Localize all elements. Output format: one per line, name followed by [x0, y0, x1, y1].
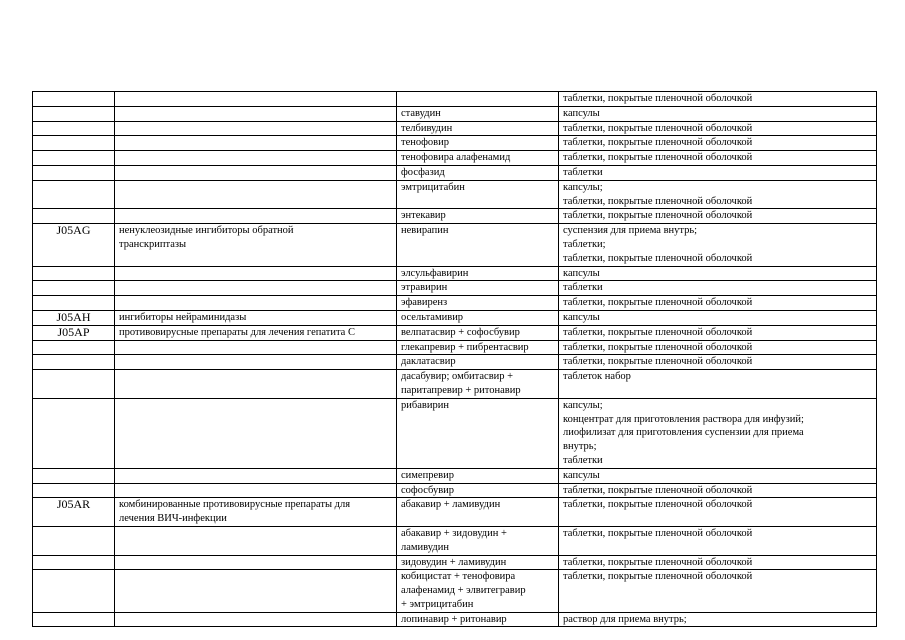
atc-code [37, 181, 110, 195]
drug-name-line: телбивудин [401, 122, 453, 134]
drug-name-line: даклатасвир [401, 356, 456, 368]
atc-group-cell [115, 555, 397, 570]
dosage-forms-cell [559, 340, 877, 355]
table-row [33, 136, 877, 151]
atc-code-cell [33, 310, 115, 325]
atc-group-cell [115, 180, 397, 209]
drug-name-line: глекапревир + пибрентасвир [401, 341, 529, 353]
atc-code-cell [33, 165, 115, 180]
table-row [33, 209, 877, 224]
drug-name-cell [397, 325, 559, 340]
atc-group-cell [115, 612, 397, 627]
atc-group-cell [115, 483, 397, 498]
drug-name-line: алафенамид + элвитегравир [401, 585, 526, 597]
drug-name-cell [397, 209, 559, 224]
atc-code-cell [33, 281, 115, 296]
dosage-forms-line: таблетки, покрытые пленочной оболочкой [563, 93, 753, 104]
dosage-forms-line: таблеток набор [563, 371, 631, 383]
atc-code [37, 209, 110, 223]
atc-code-cell [33, 266, 115, 281]
dosage-forms-cell [559, 498, 877, 527]
drug-name-cell [397, 370, 559, 399]
dosage-forms-line: таблетки, покрытые пленочной оболочкой [563, 499, 753, 511]
table-row [33, 555, 877, 570]
dosage-forms-line: таблетки [563, 282, 603, 294]
dosage-forms-line: таблетки, покрытые пленочной оболочкой [563, 356, 753, 368]
table-row [33, 526, 877, 555]
atc-code-cell [33, 209, 115, 224]
atc-group-cell [115, 224, 397, 266]
atc-code-cell [33, 296, 115, 311]
table-row [33, 612, 877, 627]
dosage-forms-cell [559, 370, 877, 399]
dosage-forms-line: таблетки, покрытые пленочной оболочкой [563, 341, 753, 353]
dosage-forms-cell [559, 106, 877, 121]
atc-group-cell [115, 398, 397, 468]
atc-code: J05AR [56, 497, 91, 512]
drug-name-cell [397, 165, 559, 180]
atc-code [37, 166, 110, 180]
dosage-forms-line: капсулы [563, 107, 600, 119]
dosage-forms-line: таблетки, покрытые пленочной оболочкой [563, 484, 753, 496]
dosage-forms-line: таблетки [563, 166, 603, 178]
dosage-forms-line: таблетки [563, 454, 603, 466]
drug-name-cell [397, 151, 559, 166]
drug-name-cell [397, 468, 559, 483]
atc-code-cell [33, 325, 115, 340]
drug-table [32, 91, 877, 627]
drug-name-cell [397, 498, 559, 527]
dosage-forms-line: таблетки, покрытые пленочной оболочкой [563, 252, 753, 264]
table-row [33, 310, 877, 325]
atc-code [37, 136, 110, 150]
drug-name-line: рибавирин [401, 399, 449, 411]
drug-name-line: дасабувир; омбитасвир + [401, 371, 514, 383]
drug-name-line: велпатасвир + софосбувир [401, 326, 520, 338]
atc-group-line: комбинированные противовирусные препараты для [119, 499, 351, 511]
drug-name-line: осельтамивир [401, 311, 464, 323]
dosage-forms-line: суспензия для приема внутрь; [563, 225, 698, 237]
drug-name-line: невирапин [401, 225, 449, 237]
atc-code-cell [33, 151, 115, 166]
atc-group-cell [115, 570, 397, 612]
dosage-forms-line: капсулы; [563, 399, 603, 411]
drug-name-cell [397, 526, 559, 555]
drug-name-line: абакавир + ламивудин [401, 499, 501, 511]
drug-name-line: эмтрицитабин [401, 181, 465, 193]
atc-group-cell [115, 165, 397, 180]
atc-group-cell [115, 498, 397, 527]
table-row [33, 281, 877, 296]
table-row [33, 106, 877, 121]
table-row [33, 483, 877, 498]
atc-code-cell [33, 555, 115, 570]
dosage-forms-line: таблетки, покрытые пленочной оболочкой [563, 137, 753, 149]
table-body [33, 92, 877, 627]
dosage-forms-line: таблетки, покрытые пленочной оболочкой [563, 527, 753, 539]
dosage-forms-cell [559, 92, 877, 107]
dosage-forms-line: капсулы [563, 311, 600, 323]
dosage-forms-cell [559, 555, 877, 570]
dosage-forms-cell [559, 570, 877, 612]
dosage-forms-line: таблетки, покрытые пленочной оболочкой [563, 122, 753, 134]
drug-name-line: эфавиренз [401, 297, 448, 309]
table-row [33, 180, 877, 209]
dosage-forms-cell [559, 526, 877, 555]
drug-name-line: элсульфавирин [401, 267, 469, 279]
drug-name-line: абакавир + зидовудин + [401, 527, 507, 539]
drug-name-cell [397, 340, 559, 355]
table-row [33, 398, 877, 468]
atc-group-cell [115, 355, 397, 370]
dosage-forms-line: таблетки, покрытые пленочной оболочкой [563, 556, 753, 568]
atc-code-cell [33, 224, 115, 266]
dosage-forms-line: лиофилизат для приготовления суспензии для приема [563, 427, 804, 439]
atc-code-cell [33, 370, 115, 399]
drug-name-cell [397, 612, 559, 627]
drug-name-line: лопинавир + ритонавир [401, 613, 507, 625]
dosage-forms-line: таблетки, покрытые пленочной оболочкой [563, 571, 753, 583]
atc-code [37, 355, 110, 369]
table-row [33, 165, 877, 180]
dosage-forms-cell [559, 136, 877, 151]
atc-group-line: лечения ВИЧ-инфекции [119, 513, 227, 525]
atc-group-cell [115, 266, 397, 281]
drug-name-line: зидовудин + ламивудин [401, 556, 507, 568]
drug-name-cell [397, 570, 559, 612]
atc-group-cell [115, 310, 397, 325]
atc-group-cell [115, 281, 397, 296]
drug-name-line: энтекавир [401, 210, 446, 222]
atc-code [37, 570, 110, 584]
dosage-forms-line: таблетки, покрытые пленочной оболочкой [563, 210, 753, 222]
atc-code-cell [33, 612, 115, 627]
dosage-forms-line: таблетки, покрытые пленочной оболочкой [563, 326, 753, 338]
dosage-forms-cell [559, 612, 877, 627]
drug-name-line: симепревир [401, 469, 454, 481]
table-row [33, 224, 877, 266]
drug-name-line: тенофовир [401, 137, 449, 149]
atc-code [37, 556, 110, 570]
atc-code-cell [33, 180, 115, 209]
atc-code-cell [33, 355, 115, 370]
drug-name-cell [397, 398, 559, 468]
atc-group-line: ненуклеозидные ингибиторы обратной [119, 225, 294, 237]
atc-code [37, 399, 110, 413]
table-row [33, 92, 877, 107]
drug-name-cell [397, 483, 559, 498]
drug-name-line: этравирин [401, 282, 448, 294]
atc-code [37, 296, 110, 310]
table-row [33, 266, 877, 281]
atc-code [37, 151, 110, 165]
dosage-forms-line: таблетки, покрытые пленочной оболочкой [563, 195, 753, 207]
dosage-forms-line: капсулы; [563, 181, 603, 193]
drug-name-line: софосбувир [401, 484, 455, 496]
atc-code [37, 341, 110, 355]
drug-name-line [401, 92, 554, 106]
atc-group-cell [115, 151, 397, 166]
drug-name-cell [397, 180, 559, 209]
drug-name-cell [397, 121, 559, 136]
atc-group-cell [115, 92, 397, 107]
dosage-forms-cell [559, 266, 877, 281]
drug-name-line: + эмтрицитабин [401, 598, 474, 610]
atc-code-cell [33, 136, 115, 151]
atc-group-cell [115, 296, 397, 311]
dosage-forms-cell [559, 483, 877, 498]
atc-group-cell [115, 121, 397, 136]
table-row [33, 498, 877, 527]
atc-group-line: транскриптазы [119, 238, 187, 250]
atc-code [37, 281, 110, 295]
dosage-forms-cell [559, 398, 877, 468]
drug-name-line: паритапревир + ритонавир [401, 384, 521, 396]
dosage-forms-cell [559, 165, 877, 180]
atc-group-cell [115, 106, 397, 121]
atc-group-cell [115, 468, 397, 483]
atc-code [37, 613, 110, 627]
atc-code-cell [33, 526, 115, 555]
atc-code [37, 527, 110, 541]
atc-group-cell [115, 340, 397, 355]
atc-code-cell [33, 483, 115, 498]
dosage-forms-cell [559, 355, 877, 370]
dosage-forms-cell [559, 121, 877, 136]
drug-name-cell [397, 310, 559, 325]
drug-name-cell [397, 136, 559, 151]
dosage-forms-cell [559, 310, 877, 325]
atc-code [37, 469, 110, 483]
atc-group-line: ингибиторы нейраминидазы [119, 311, 247, 323]
dosage-forms-cell [559, 468, 877, 483]
atc-group-cell [115, 526, 397, 555]
atc-code: J05AG [56, 223, 91, 238]
dosage-forms-cell [559, 224, 877, 266]
table-row [33, 151, 877, 166]
atc-code: J05AH [56, 310, 91, 324]
atc-code-cell [33, 340, 115, 355]
atc-code [37, 370, 110, 384]
atc-code-cell [33, 92, 115, 107]
atc-code-cell [33, 468, 115, 483]
atc-group-cell [115, 325, 397, 340]
drug-name-cell [397, 92, 559, 107]
drug-name-line: фосфазид [401, 166, 445, 178]
drug-name-cell [397, 266, 559, 281]
table-row [33, 468, 877, 483]
table-row [33, 325, 877, 340]
table-row [33, 121, 877, 136]
atc-code [37, 122, 110, 136]
table-row [33, 355, 877, 370]
atc-code [37, 107, 110, 121]
drug-name-line: ставудин [401, 107, 441, 119]
drug-name-cell [397, 106, 559, 121]
dosage-forms-line: внутрь; [563, 441, 597, 453]
drug-name-line: тенофовира алафенамид [401, 152, 511, 164]
atc-code [37, 267, 110, 281]
dosage-forms-cell [559, 325, 877, 340]
atc-code-cell [33, 398, 115, 468]
table-row [33, 296, 877, 311]
atc-group-cell [115, 136, 397, 151]
drug-name-cell [397, 355, 559, 370]
atc-code-cell [33, 570, 115, 612]
dosage-forms-line: капсулы [563, 267, 600, 279]
dosage-forms-cell [559, 281, 877, 296]
dosage-forms-line: таблетки; [563, 238, 606, 250]
dosage-forms-line: раствор для приема внутрь; [563, 613, 687, 625]
drug-name-cell [397, 296, 559, 311]
drug-name-cell [397, 281, 559, 296]
dosage-forms-line: концентрат для приготовления раствора для инфузий; [563, 413, 804, 425]
atc-code-cell [33, 498, 115, 527]
atc-code-cell [33, 121, 115, 136]
drug-name-cell [397, 555, 559, 570]
dosage-forms-cell [559, 296, 877, 311]
table-row [33, 570, 877, 612]
drug-name-line: ламивудин [401, 541, 449, 553]
dosage-forms-cell [559, 180, 877, 209]
dosage-forms-line: капсулы [563, 469, 600, 481]
drug-name-cell [397, 224, 559, 266]
table-row [33, 370, 877, 399]
table-row [33, 340, 877, 355]
drug-name-line: кобицистат + тенофовира [401, 571, 516, 583]
atc-code: J05AP [57, 325, 90, 339]
dosage-forms-cell [559, 209, 877, 224]
dosage-forms-line: таблетки, покрытые пленочной оболочкой [563, 152, 753, 164]
atc-group-line: противовирусные препараты для лечения гепатита С [119, 326, 355, 338]
atc-code [37, 484, 110, 498]
atc-group-cell [115, 209, 397, 224]
atc-group-cell [115, 370, 397, 399]
atc-code-cell [33, 106, 115, 121]
dosage-forms-cell [559, 151, 877, 166]
dosage-forms-line: таблетки, покрытые пленочной оболочкой [563, 297, 753, 309]
atc-code [37, 92, 110, 106]
